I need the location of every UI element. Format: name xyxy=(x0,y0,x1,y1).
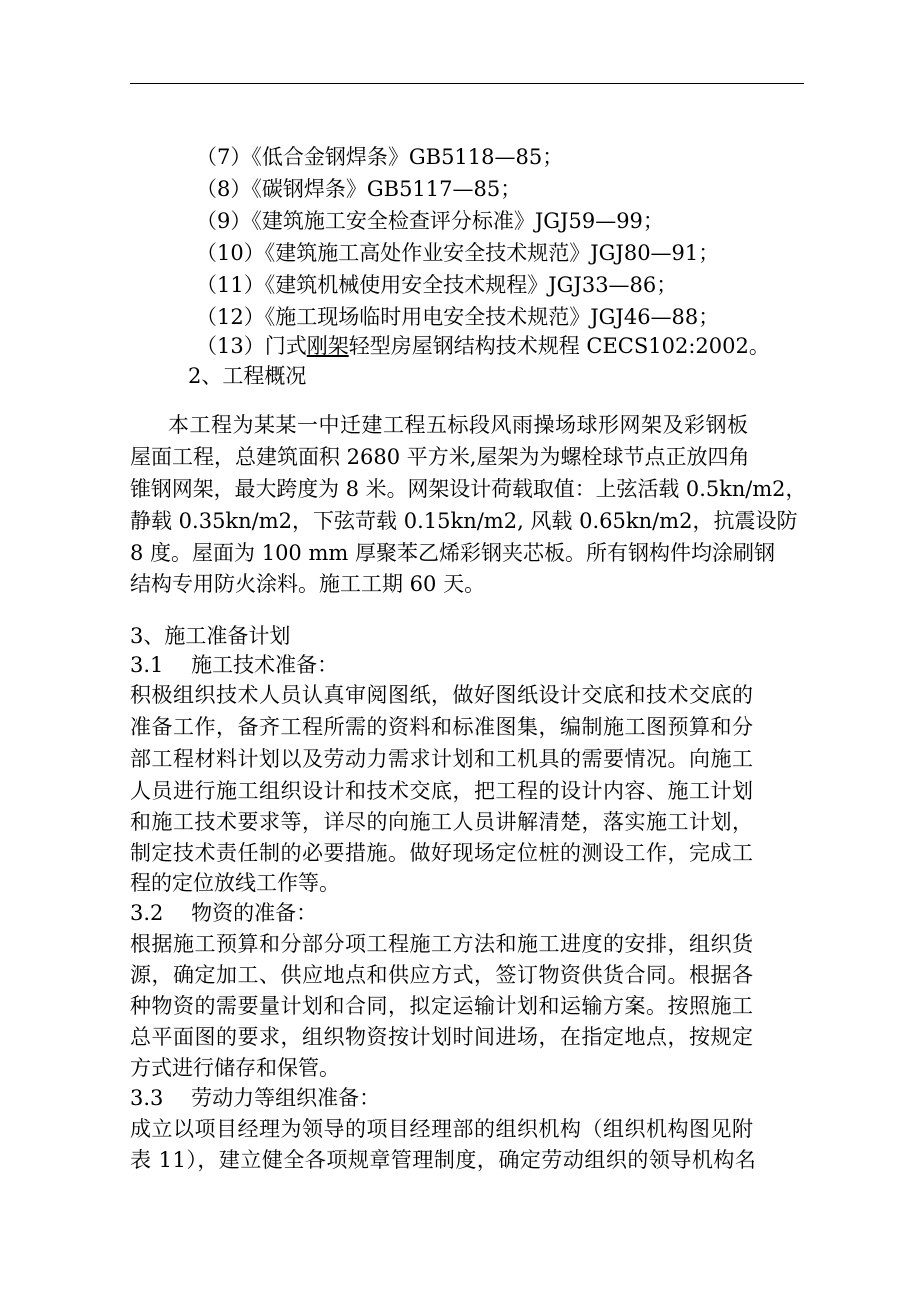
paragraph-line: 源，确定加工、供应地点和供应方式，签订物资供货合同。根据各 xyxy=(130,963,754,987)
paragraph-line: 准备工作，备齐工程所需的资料和标准图集，编制施工图预算和分 xyxy=(130,715,754,739)
reference-item: （11）《建筑机械使用安全技术规程》JGJ33—86； xyxy=(196,273,678,297)
ref13-prefix: （13）门式 xyxy=(196,334,307,358)
paragraph-line: 表 11），建立健全各项规章管理制度，确定劳动组织的领导机构名 xyxy=(130,1148,757,1172)
reference-item: （12）《施工现场临时用电安全技术规范》JGJ46—88； xyxy=(196,305,720,329)
paragraph-line: 种物资的需要量计划和合同，拟定运输计划和运输方案。按照施工 xyxy=(130,994,754,1018)
ref13-suffix: 轻型房屋钢结构技术规程 CECS102:2002。 xyxy=(348,334,770,358)
paragraph-line: 静载 0.35kn/m2，下弦苛载 0.15kn/m2, 风载 0.65kn/m2，抗震设防 xyxy=(130,509,798,533)
section-3-1-heading: 3.1 施工技术准备： xyxy=(130,653,339,677)
paragraph-line: 本工程为某某一中迁建工程五标段风雨操场球形网架及彩钢板 xyxy=(168,413,749,437)
section-3-2-heading: 3.2 物资的准备： xyxy=(130,901,318,925)
reference-item: （9）《建筑施工安全检查评分标准》JGJ59—99； xyxy=(196,209,664,233)
paragraph-line: 屋面工程，总建筑面积 2680 平方米,屋架为为螺栓球节点正放四角 xyxy=(130,445,750,469)
paragraph-line: 方式进行储存和保管。 xyxy=(130,1056,340,1080)
paragraph-line: 积极组织技术人员认真审阅图纸，做好图纸设计交底和技术交底的 xyxy=(130,683,754,707)
paragraph-line: 锥钢网架，最大跨度为 8 米。网架设计荷载取值：上弦活载 0.5kn/m2， xyxy=(130,477,807,501)
section-2-heading: 2、工程概况 xyxy=(188,364,307,388)
paragraph-line: 结构专用防火涂料。施工工期 60 天。 xyxy=(130,572,486,596)
ref13-underlined: 刚架 xyxy=(306,334,349,358)
paragraph-line: 人员进行施工组织设计和技术交底，把工程的设计内容、施工计划 xyxy=(130,779,754,803)
reference-item: （7）《低合金钢焊条》GB5118—85； xyxy=(196,145,564,169)
paragraph-line: 8 度。屋面为 100 mm 厚聚苯乙烯彩钢夹芯板。所有钢构件均涂刷钢 xyxy=(130,541,775,565)
paragraph-line: 程的定位放线工作等。 xyxy=(130,871,340,895)
reference-item: （8）《碳钢焊条》GB5117—85； xyxy=(196,177,522,201)
paragraph-line: 总平面图的要求，组织物资按计划时间进场，在指定地点，按规定 xyxy=(130,1025,754,1049)
paragraph-line: 部工程材料计划以及劳动力需求计划和工机具的需要情况。向施工 xyxy=(130,747,754,771)
section-3-heading: 3、施工准备计划 xyxy=(130,624,291,648)
header-rule xyxy=(130,83,804,84)
reference-item: （10）《建筑施工高处作业安全技术规范》JGJ80—91； xyxy=(196,241,720,265)
paragraph-line: 制定技术责任制的必要措施。做好现场定位桩的测设工作，完成工 xyxy=(130,841,754,865)
paragraph-line: 成立以项目经理为领导的项目经理部的组织机构（组织机构图见附 xyxy=(130,1117,754,1141)
section-3-3-heading: 3.3 劳动力等组织准备： xyxy=(130,1086,381,1110)
paragraph-line: 和施工技术要求等，详尽的向施工人员讲解清楚，落实施工计划， xyxy=(130,810,754,834)
reference-item xyxy=(196,331,770,361)
paragraph-line: 根据施工预算和分部分项工程施工方法和施工进度的安排，组织货 xyxy=(130,932,754,956)
